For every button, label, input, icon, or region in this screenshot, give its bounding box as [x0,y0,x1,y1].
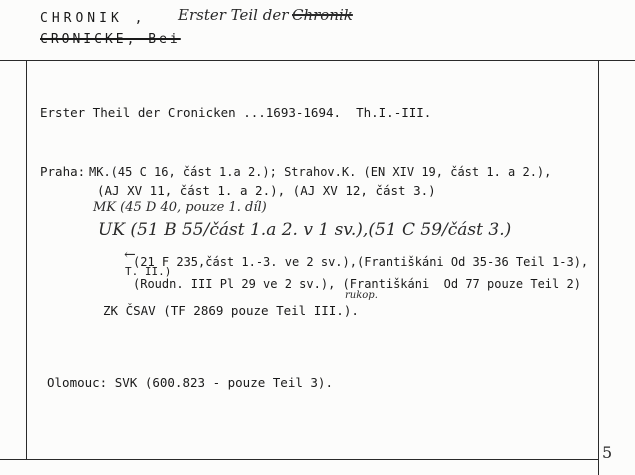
zk-csav-line: ZK ČSAV (TF 2869 pouze Teil III.). [103,303,359,318]
header-line-1: CHRONIK , [40,11,147,26]
header-rule [0,60,635,61]
location-label-praha: Praha: [40,164,86,179]
handwritten-mk: MK (45 D 40, pouze 1. díl) [93,200,267,215]
praha-line-1: MK.(45 C 16, část 1.a 2.); Strahov.K. (EN XIV 19, část 1. a 2.), [89,165,552,179]
praha-line-3b: T. II.) [125,265,172,278]
olomouc-line: Olomouc: SVK (600.823 - pouze Teil 3). [47,375,333,390]
handwritten-arrow: ← [124,247,136,263]
margin-rule [26,60,27,460]
bottom-rule [0,459,599,460]
handwritten-uk: UK (51 B 55/část 1.a 2. v 1 sv.),(51 C 59/část 3.) [98,220,512,240]
handwritten-rukop: rukop. [345,290,378,301]
header-line-2-struck: CRONICKE, Bei [40,32,181,47]
right-rule [598,60,599,475]
praha-line-4: (Roudn. III Pl 29 ve 2 sv.), (Františkáni Od 77 pouze Teil 2) [133,277,581,291]
praha-line-2: (AJ XV 11, část 1. a 2.), (AJ XV 12, část 3.) [97,183,436,198]
header-handwritten-struck: Chronik [292,6,353,24]
record-title: Erster Theil der Cronicken ...1693-1694. Th.I.-III. [40,105,432,120]
header-handwritten-note: Erster Teil der [178,6,289,24]
praha-line-3: (21 F 235,část 1.-3. ve 2 sv.),(Františkáni Od 35-36 Teil 1-3), [133,255,589,269]
page-number: 5 [602,443,613,462]
